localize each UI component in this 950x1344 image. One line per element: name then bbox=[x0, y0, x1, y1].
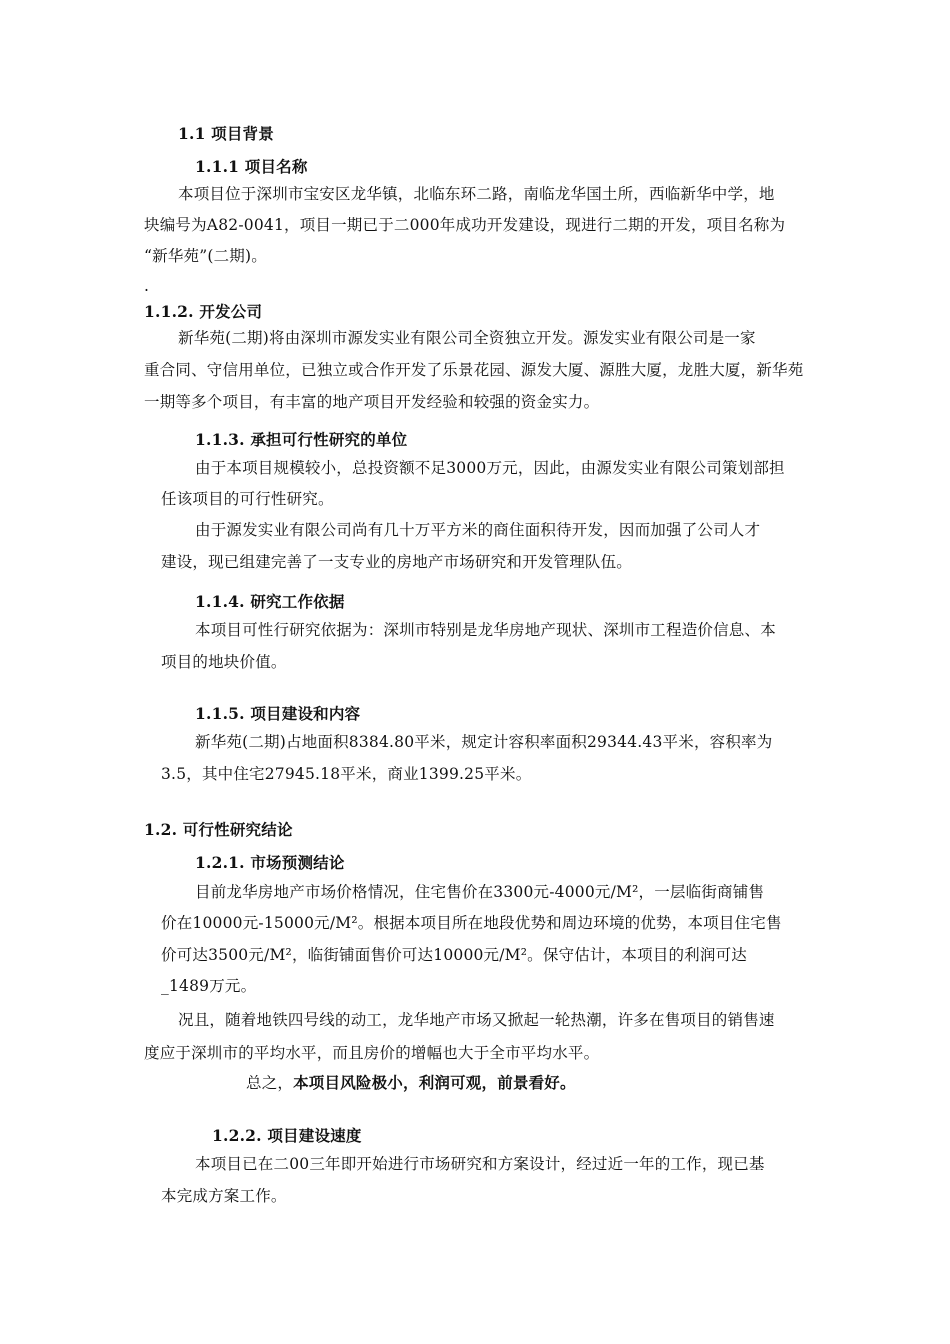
paragraph-line: 块编号为A82-0041，项目一期已于二000年成功开发建设，现进行二期的开发，项目名称为 bbox=[144, 216, 786, 234]
paragraph-line: 项目的地块价值。 bbox=[161, 653, 287, 671]
paragraph-line: 况且，随着地铁四号线的动工，龙华地产市场又掀起一轮热潮，许多在售项目的销售速 bbox=[178, 1011, 775, 1029]
conclusion-prefix: 总之， bbox=[246, 1074, 294, 1092]
paragraph-line: 由于本项目规模较小，总投资额不足3000万元，因此，由源发实业有限公司策划部担 bbox=[195, 459, 785, 477]
paragraph-line: 一期等多个项目，有丰富的地产项目开发经验和较强的资金实力。 bbox=[144, 393, 600, 411]
paragraph-line: 建设，现已组建完善了一支专业的房地产市场研究和开发管理队伍。 bbox=[161, 553, 633, 571]
heading-1-2: 1.2. 可行性研究结论 bbox=[144, 820, 293, 839]
paragraph-line: _1489万元。 bbox=[161, 977, 257, 995]
heading-1-1-1: 1.1.1 项目名称 bbox=[195, 157, 308, 176]
paragraph-line: 本项目位于深圳市宝安区龙华镇，北临东环二路，南临龙华国土所，西临新华中学，地 bbox=[178, 185, 775, 203]
paragraph-line: 度应于深圳市的平均水平，而且房价的增幅也大于全市平均水平。 bbox=[144, 1044, 600, 1062]
stray-dot: . bbox=[144, 277, 150, 295]
heading-1-1-5: 1.1.5. 项目建设和内容 bbox=[195, 704, 361, 723]
paragraph-line: 任该项目的可行性研究。 bbox=[161, 490, 334, 508]
heading-1-1-2: 1.1.2. 开发公司 bbox=[144, 302, 263, 321]
heading-1-1-3: 1.1.3. 承担可行性研究的单位 bbox=[195, 430, 408, 449]
heading-1-2-2: 1.2.2. 项目建设速度 bbox=[212, 1126, 362, 1145]
paragraph-line: “新华苑”(二期)。 bbox=[144, 247, 267, 265]
paragraph-line: 价在10000元-15000元/M²。根据本项目所在地段优势和周边环境的优势，本项目住宅售 bbox=[161, 914, 782, 932]
paragraph-line: 本项目已在二00三年即开始进行市场研究和方案设计，经过近一年的工作，现已基 bbox=[195, 1155, 765, 1173]
heading-1-2-1: 1.2.1. 市场预测结论 bbox=[195, 853, 345, 872]
paragraph-line: 价可达3500元/M²，临街铺面售价可达10000元/M²。保守估计，本项目的利润可达 bbox=[161, 946, 747, 964]
paragraph-line: 重合同、守信用单位，已独立或合作开发了乐景花园、源发大厦、源胜大厦，龙胜大厦，新华苑 bbox=[144, 361, 804, 379]
paragraph-line: 本完成方案工作。 bbox=[161, 1187, 287, 1205]
heading-1-1-4: 1.1.4. 研究工作依据 bbox=[195, 592, 345, 611]
paragraph-line: 新华苑(二期)占地面积8384.80平米，规定计容积率面积29344.43平米，容积率为 bbox=[195, 733, 773, 751]
paragraph-line: 由于源发实业有限公司尚有几十万平方米的商住面积待开发，因而加强了公司人才 bbox=[195, 521, 761, 539]
conclusion-line bbox=[246, 1073, 576, 1093]
conclusion-bold: 本项目风险极小，利润可观，前景看好。 bbox=[293, 1073, 576, 1092]
paragraph-line: 3.5，其中住宅27945.18平米，商业1399.25平米。 bbox=[161, 765, 532, 783]
heading-1-1: 1.1 项目背景 bbox=[178, 124, 274, 143]
paragraph-line: 本项目可性行研究依据为：深圳市特别是龙华房地产现状、深圳市工程造价信息、本 bbox=[195, 621, 776, 639]
paragraph-line: 新华苑(二期)将由深圳市源发实业有限公司全资独立开发。源发实业有限公司是一家 bbox=[178, 329, 756, 347]
paragraph-line: 目前龙华房地产市场价格情况，住宅售价在3300元-4000元/M²，一层临街商铺售 bbox=[195, 883, 765, 901]
